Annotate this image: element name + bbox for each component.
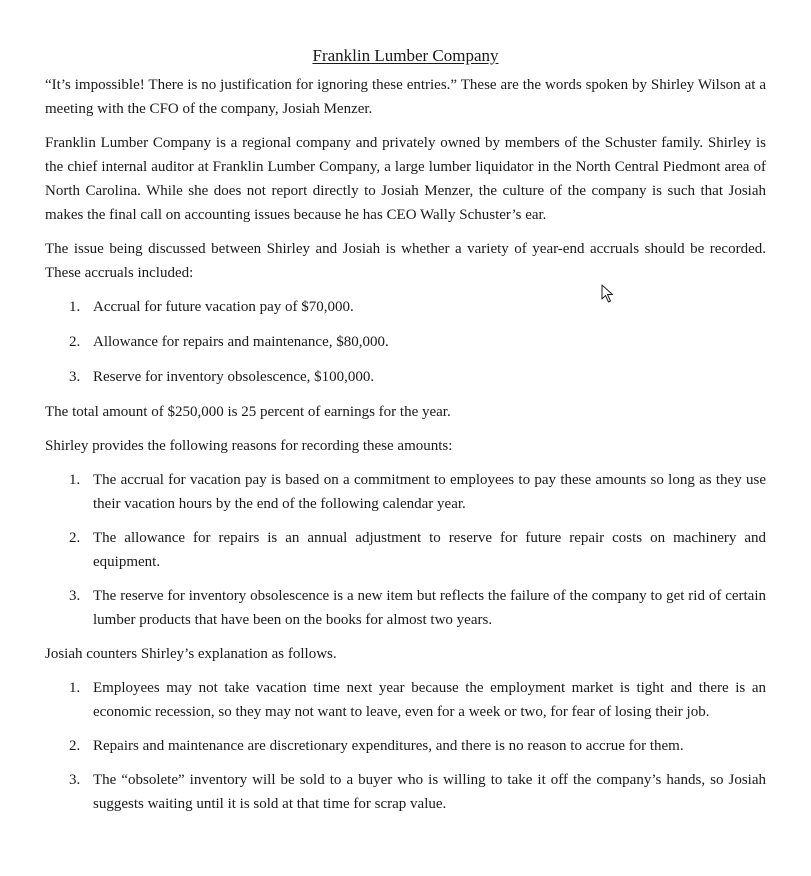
list-item-text: Reserve for inventory obsolescence, $100,000.	[93, 369, 375, 385]
list-number: 1.	[69, 299, 81, 315]
list-number: 3.	[69, 772, 81, 788]
list-item-text: Employees may not take vacation time next year because the employment market is tight and there is an economic recession, so they may not want to leave, even for a week or two, for fear of losing their job.	[93, 680, 766, 720]
list-item-text: Allowance for repairs and maintenance, $80,000.	[93, 334, 389, 350]
list-number: 3.	[69, 369, 81, 385]
paragraph-josiah-intro: Josiah counters Shirley’s explanation as follows.	[45, 646, 337, 662]
list-number: 2.	[69, 530, 81, 546]
list-item	[45, 584, 766, 632]
list-item	[45, 330, 766, 354]
accruals-list	[45, 295, 766, 389]
list-item-text: The accrual for vacation pay is based on a commitment to employees to pay these amounts so long as they use their vacation hours by the end of the following calendar year.	[93, 472, 766, 512]
paragraph-total: The total amount of $250,000 is 25 percent of earnings for the year.	[45, 404, 451, 420]
mouse-pointer-icon	[601, 284, 615, 304]
list-item	[45, 526, 766, 574]
list-number: 1.	[69, 472, 81, 488]
shirley-reasons-list	[45, 468, 766, 632]
list-number: 3.	[69, 588, 81, 604]
list-item	[45, 468, 766, 516]
list-number: 2.	[69, 738, 81, 754]
paragraph-issue: The issue being discussed between Shirley and Josiah is whether a variety of year-end accruals should be recorded. These accruals included:	[45, 241, 766, 281]
list-item	[45, 676, 766, 724]
paragraph-company-background: Franklin Lumber Company is a regional company and privately owned by members of the Schuster family. Shirley is the chief internal auditor at Franklin Lumber Company, a large lumber liquidator in the North Central Piedmont area of North Carolina. While she does not report directly to Josiah Menzer, the culture of the company is such that Josiah makes the final call on accounting issues because he has CEO Wally Schuster’s ear.	[45, 135, 766, 223]
list-item-text: The reserve for inventory obsolescence is a new item but reflects the failure of the company to get rid of certain lumber products that have been on the books for almost two years.	[93, 588, 766, 628]
document-page	[45, 44, 766, 826]
paragraph-opening-quote: “It’s impossible! There is no justification for ignoring these entries.” These are the words spoken by Shirley Wilson at a meeting with the CFO of the company, Josiah Menzer.	[45, 77, 766, 117]
list-item	[45, 295, 766, 319]
paragraph-shirley-intro: Shirley provides the following reasons for recording these amounts:	[45, 438, 453, 454]
list-item-text: The “obsolete” inventory will be sold to a buyer who is willing to take it off the company’s hands, so Josiah suggests waiting until it is sold at that time for scrap value.	[93, 772, 766, 812]
list-number: 1.	[69, 680, 81, 696]
josiah-counters-list	[45, 676, 766, 816]
list-item	[45, 734, 766, 758]
list-item-text: Accrual for future vacation pay of $70,000.	[93, 299, 354, 315]
list-item	[45, 768, 766, 816]
list-item-text: Repairs and maintenance are discretionary expenditures, and there is no reason to accrue for them.	[93, 738, 684, 754]
document-title: Franklin Lumber Company	[312, 46, 499, 65]
list-item	[45, 365, 766, 389]
list-number: 2.	[69, 334, 81, 350]
list-item-text: The allowance for repairs is an annual adjustment to reserve for future repair costs on machinery and equipment.	[93, 530, 766, 570]
